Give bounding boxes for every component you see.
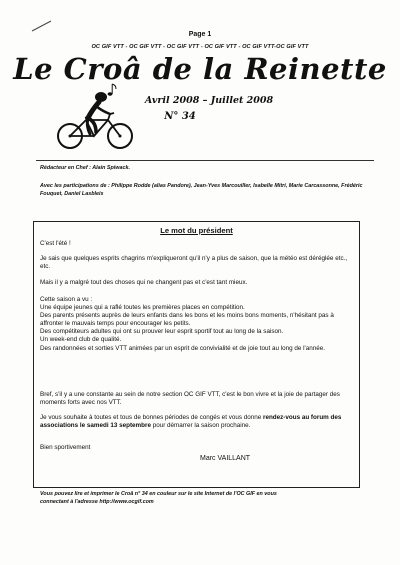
article-title: Le mot du président: [160, 226, 233, 235]
invitation-text: Je vous souhaite à toutes et tous de bonnes périodes de congés et vous donne: [40, 414, 263, 421]
footer-note: [40, 491, 360, 506]
issue-dates: Avril 2008 – Juillet 2008: [144, 95, 274, 106]
article-list-intro: Cette saison a vu :: [40, 296, 93, 303]
article-paragraph: [40, 414, 356, 430]
signature: Marc VAILLANT: [200, 455, 251, 462]
list-item: Des compétiteurs adultes qui ont su prouver leur esprit sportif tout au long de la saison.: [40, 328, 284, 336]
music-note-icon: [108, 84, 116, 96]
footer-line: connectant à l'adresse http://www.ocgif.com: [40, 498, 154, 505]
newsletter-title: Le Croâ de la Reinette: [13, 52, 387, 86]
issue-number: N° 34: [164, 111, 196, 122]
list-item: Des randonnées et sorties VTT animées par un esprit de convivialité et de joie tout au long de l'année.: [40, 344, 325, 352]
footer-line: Vous pouvez lire et imprimer le Croâ n° 34 en couleur sur le site Internet de l'OC GIF en vous: [40, 491, 277, 497]
header-divider: [36, 160, 374, 161]
list-item: Un week-end club de qualité.: [40, 336, 122, 344]
article-paragraph: Bref, s'il y a une constante au sein de notre section OC GIF VTT, c'est le bon vivre et la joie de partager des moments forts avec nos VTT.: [40, 391, 340, 407]
cyclist-frog-icon: [52, 80, 142, 155]
list-item: Des parents présents auprès de leurs enfants dans les bons et les moins bons moments, n'hésitant pas à affronter le mauvais temps pour encourager les petits.: [40, 312, 334, 328]
article-paragraph: Je sais que quelques esprits chagrins m'expliqueront qu'il n'y a plus de saison, que la météo est déréglée etc., etc.: [40, 255, 348, 271]
forum-date-emphasis: rendez-vous au forum des associations le samedi 13 septembre: [40, 414, 342, 430]
club-strip: OC GIF VTT - OC GIF VTT - OC GIF VTT - OC GIF VTT - OC GIF VTT-OC GIF VTT: [91, 44, 309, 50]
participants: Avec les participations de : Philippe Rodde (alias Pandore), Jean-Yves Marcouiller, Isabelle Mitri, Marie Carcassonne, Frédéric Fouquet, Daniel Lasbleis: [40, 183, 363, 197]
page-label: Page 1: [188, 31, 212, 38]
closing: Bien sportivement: [40, 444, 91, 451]
invitation-text-end: pour démarrer la saison prochaine.: [150, 422, 251, 430]
list-item: Une équipe jeunes qui a raflé toutes les premières places en compétition.: [40, 304, 245, 312]
article-list: [40, 296, 356, 353]
article-paragraph: C'est l'été !: [40, 240, 71, 247]
chief-editor: Rédacteur en Chef : Alain Spiwack.: [40, 165, 130, 171]
article-paragraph: Mais il y a malgré tout des choses qui ne changent pas et c'est tant mieux.: [40, 279, 248, 286]
